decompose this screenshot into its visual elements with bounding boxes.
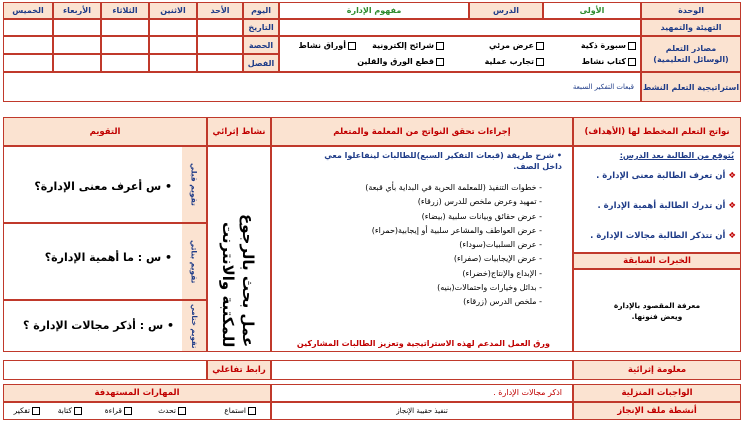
resource-smartboard[interactable] — [581, 41, 636, 50]
bullet-icon: • — [163, 319, 174, 332]
enrichment-box — [207, 146, 271, 352]
class-cell-2[interactable] — [149, 54, 197, 72]
checkbox-icon[interactable] — [348, 42, 356, 50]
resource-slides-label: شرائح إلكترونية — [372, 41, 434, 50]
procedures-box — [271, 146, 573, 352]
period-label: الحصة — [243, 36, 279, 54]
portfolio-value-cell[interactable] — [271, 402, 573, 420]
procedure-step-text: خطوات التنفيذ (للمعلمة الحرية في البداية بأي قبعة) — [365, 183, 537, 192]
enrich-info-label: معلومة إثرائية — [573, 360, 741, 380]
procedure-step-text: عرض الإيجابيات (صفراء) — [453, 254, 537, 264]
procedure-step — [365, 281, 542, 295]
bullet-icon: ❖ — [725, 201, 736, 211]
resource-activity-book[interactable] — [582, 57, 636, 66]
procedures-steps — [365, 181, 542, 310]
interactive-link-value[interactable] — [3, 360, 207, 380]
dash-icon: - — [536, 268, 542, 278]
portfolio-value: تنفيذ حقيبة الإنجاز — [396, 407, 448, 415]
prior-box[interactable] — [573, 269, 741, 352]
prior-header: الخبرات السابقة — [573, 253, 741, 269]
interactive-link-label: رابط تفاعلي — [207, 360, 271, 380]
dash-icon: - — [536, 240, 542, 250]
checkbox-icon[interactable] — [436, 42, 444, 50]
procedures-intro-text: شرح طريقة (قبعات التفكير السبع)للطالبات لينفاعلوا معي داخل الصف. — [324, 151, 562, 171]
resource-visual-label: عرض مرئي — [488, 41, 534, 50]
strategy-label: استراتيجية التعلم النشط — [641, 72, 741, 102]
procedure-step-text: عرض السلبيات(سوداء) — [459, 240, 537, 250]
resource-experiments[interactable] — [485, 57, 544, 66]
resource-visual[interactable] — [489, 41, 544, 50]
skills-label: المهارات المستهدفة — [3, 384, 271, 402]
day-label: اليوم — [243, 2, 279, 19]
bullet-icon: • — [161, 180, 172, 193]
date-cell-2[interactable] — [149, 19, 197, 36]
period-cell-1[interactable] — [197, 36, 243, 54]
dash-icon: - — [536, 197, 542, 207]
date-cell-3[interactable] — [101, 19, 149, 36]
class-cell-4[interactable] — [53, 54, 101, 72]
unit-value: الأولى — [543, 2, 641, 19]
outcomes-intro: يُتوقع من الطالبة بعد الدرس: — [619, 151, 734, 160]
resource-activity-book-label: كتاب نشاط — [581, 57, 626, 66]
outcome-item — [596, 171, 736, 181]
outcome-item — [597, 201, 736, 211]
checkbox-icon[interactable] — [628, 58, 636, 66]
homework-value-cell[interactable] — [271, 384, 573, 402]
bullet-icon: • — [554, 151, 562, 160]
evaluation-type-pre: تقويم قبلي — [182, 147, 206, 222]
resources-label-line2: (الوسائل التعليمية) — [653, 55, 729, 64]
resource-paper-pens[interactable] — [357, 57, 444, 66]
evaluation-type-formative: تقويم بنائي — [182, 224, 206, 299]
skill-thinking[interactable] — [14, 406, 40, 415]
intro-label: التهيئة والتمهيد — [641, 19, 741, 36]
procedure-step — [365, 295, 542, 309]
procedures-header: إجراءات تحقق النواتج من المعلمة والمتعلم — [271, 117, 573, 146]
evaluation-question-2: س : ما أهمية الإدارة؟ — [44, 251, 162, 264]
evaluation-question[interactable] — [34, 180, 172, 193]
checkbox-icon[interactable] — [74, 407, 82, 415]
procedures-intro — [322, 150, 562, 172]
dash-icon: - — [536, 183, 542, 192]
checkbox-icon[interactable] — [536, 58, 544, 66]
dash-icon: - — [536, 254, 542, 264]
resource-experiments-label: تجارب عملية — [484, 57, 534, 66]
procedure-step — [365, 267, 542, 281]
homework-value: اذكر مجالات الإدارة . — [493, 388, 562, 397]
skill-reading-label: قراءة — [104, 406, 122, 415]
outcome-item-1: أن تعرف الطالبة معنى الإدارة . — [596, 171, 726, 181]
procedure-step — [365, 252, 542, 266]
homework-label: الواجبات المنزلية — [573, 384, 741, 402]
date-label: التاريخ — [243, 19, 279, 36]
skill-listening-label: استماع — [224, 406, 246, 415]
procedure-step-text: عرض العواطف والمشاعر سلبية أو إيجابية(حمراء) — [371, 225, 537, 235]
day-wednesday: الأربعاء — [53, 2, 101, 19]
evaluation-question-3: س : أذكر مجالات الإدارة ؟ — [23, 319, 164, 332]
resource-worksheets[interactable] — [299, 41, 356, 50]
day-sunday: الأحد — [197, 2, 243, 19]
skill-reading[interactable] — [105, 406, 132, 415]
checkbox-icon[interactable] — [628, 42, 636, 50]
outcomes-box — [573, 146, 741, 253]
enrich-info-value[interactable] — [271, 360, 573, 380]
outcome-item-2: أن تدرك الطالبة أهمية الإدارة . — [597, 201, 726, 211]
date-cell-4[interactable] — [53, 19, 101, 36]
skill-speaking-label: تحدث — [158, 406, 176, 415]
evaluation-question[interactable] — [45, 251, 172, 264]
procedure-step-text: الإبداع والإنتاج(خضراء) — [462, 268, 537, 278]
resources-label-line1: مصادر التعلم — [665, 44, 717, 53]
skills-options — [3, 402, 271, 420]
unit-label: الوحدة — [641, 2, 741, 19]
class-cell-5[interactable] — [3, 54, 53, 72]
checkbox-icon[interactable] — [536, 42, 544, 50]
period-cell-3[interactable] — [101, 36, 149, 54]
class-cell-1[interactable] — [197, 54, 243, 72]
skill-speaking[interactable] — [158, 406, 186, 415]
bullet-icon: ❖ — [725, 171, 736, 181]
strategy-value: قبعات التفكير السبعة — [572, 83, 634, 91]
procedure-step-text: ملخص الدرس (زرقاء) — [463, 297, 537, 307]
dash-icon: - — [536, 211, 542, 221]
class-cell-3[interactable] — [101, 54, 149, 72]
bullet-icon: ❖ — [725, 231, 736, 241]
resources-label — [641, 36, 741, 72]
evaluation-question[interactable] — [23, 319, 174, 332]
outcomes-header: نواتج التعلم المخطط لها (الأهداف) — [573, 117, 741, 146]
dash-icon: - — [536, 225, 542, 235]
resource-slides[interactable] — [372, 41, 444, 50]
skill-writing-label: كتابة — [57, 406, 72, 415]
evaluation-type-summative: تقويم ختامي — [182, 301, 206, 351]
evaluation-header: التقويم — [3, 117, 207, 146]
procedures-closing: ورق العمل المدعم لهذه الاستراتيجية وتعزيز الطالبات المشاركين — [296, 339, 550, 348]
bullet-icon: • — [161, 251, 172, 264]
resource-worksheets-label: أوراق نشاط — [298, 41, 346, 50]
date-cell-1[interactable] — [197, 19, 243, 36]
evaluation-row-1 — [3, 146, 207, 223]
procedure-step — [365, 210, 542, 224]
skill-writing[interactable] — [58, 406, 82, 415]
period-cell-2[interactable] — [149, 36, 197, 54]
checkbox-icon[interactable] — [248, 407, 256, 415]
day-thursday: الخميس — [3, 2, 53, 19]
lesson-value: مفهوم الإدارة — [279, 2, 469, 19]
skill-listening[interactable] — [224, 406, 256, 415]
procedure-step — [365, 224, 542, 238]
period-cell-4[interactable] — [53, 36, 101, 54]
evaluation-question-1: س أعرف معنى الإدارة؟ — [34, 180, 162, 193]
day-monday: الاثنين — [149, 2, 197, 19]
class-label: الفصل — [243, 54, 279, 72]
dash-icon: - — [536, 283, 542, 293]
procedure-step-text: عرض حقائق وبيانات سلبية (بيضاء) — [421, 211, 537, 221]
procedure-step-text: بدائل وخيارات واحتمالات(بنيه) — [437, 283, 537, 293]
checkbox-icon[interactable] — [178, 407, 186, 415]
intro-value[interactable] — [279, 19, 641, 36]
resources-options — [279, 36, 641, 72]
outcome-item — [590, 231, 736, 241]
checkbox-icon[interactable] — [124, 407, 132, 415]
procedure-step — [365, 181, 542, 195]
strategy-value-cell[interactable] — [3, 72, 641, 102]
enrichment-header: نشاط إثرائي — [207, 117, 271, 146]
prior-text: معرفة المقصود بالإدارة ويعض فنونها. — [613, 300, 701, 321]
procedure-step — [365, 238, 542, 252]
checkbox-icon[interactable] — [32, 407, 40, 415]
procedure-step — [365, 195, 542, 209]
period-cell-5[interactable] — [3, 36, 53, 54]
evaluation-row-2 — [3, 223, 207, 300]
day-tuesday: الثلاثاء — [101, 2, 149, 19]
lesson-label: الدرس — [469, 2, 543, 19]
checkbox-icon[interactable] — [436, 58, 444, 66]
resource-smartboard-label: سبورة ذكية — [580, 41, 626, 50]
evaluation-row-3 — [3, 300, 207, 352]
skill-thinking-label: تفكير — [13, 406, 30, 415]
dash-icon: - — [536, 297, 542, 307]
enrichment-text: عمل بحث بالرجوع للمكتبة والانترنت — [219, 213, 257, 347]
procedure-step-text: تمهيد وعرض ملخص للدرس (زرقاء) — [417, 197, 537, 207]
portfolio-label: أنشطة ملف الإنجاز — [573, 402, 741, 420]
date-cell-5[interactable] — [3, 19, 53, 36]
resource-paper-pens-label: قطع الورق والقلين — [357, 57, 434, 66]
outcome-item-3: أن تتذكر الطالبة مجالات الإدارة . — [590, 231, 726, 241]
